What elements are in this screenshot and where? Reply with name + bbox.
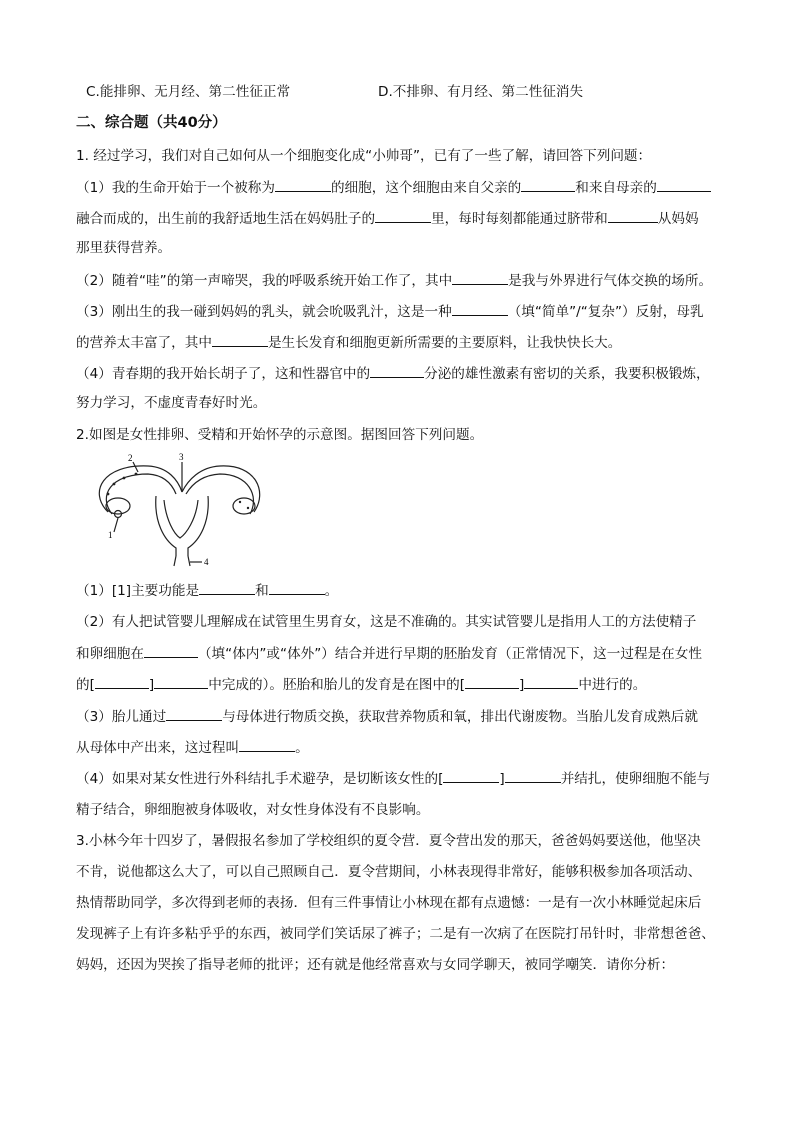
answer-blank[interactable] bbox=[166, 706, 222, 721]
answer-blank[interactable] bbox=[465, 674, 519, 689]
q3-line3: 热情帮助同学，多次得到老师的表扬．但有三件事情让小林现在都有点遗憾：一是有一次小林睡觉起床后 bbox=[76, 895, 702, 911]
q2-p3-text-b: 与母体进行物质交换，获取营养物质和氧，排出代谢废物。当胎儿发育成熟后就 bbox=[222, 709, 698, 725]
q2-part2-line2 bbox=[76, 643, 702, 664]
q2-p2-text-h: 中进行的。 bbox=[578, 677, 647, 693]
answer-blank[interactable] bbox=[212, 332, 268, 347]
q2-part2-line3 bbox=[76, 674, 646, 695]
q3-line4: 发现裤子上有许多粘乎乎的东西，被同学们笑话尿了裤子；二是有一次病了在医院打吊针时，非常想爸爸、 bbox=[76, 926, 715, 942]
q2-part1 bbox=[76, 580, 338, 601]
answer-blank[interactable] bbox=[370, 363, 424, 378]
q1-p2-text-a: （2）随着“哇”的第一声啼哭，我的呼吸系统开始工作了，其中 bbox=[76, 273, 453, 289]
diagram-label-2: 2 bbox=[128, 453, 133, 463]
q2-part3-line2 bbox=[76, 737, 309, 758]
q2-p1-text-c: 。 bbox=[324, 583, 339, 599]
answer-blank[interactable] bbox=[657, 177, 711, 192]
q1-p1-text-a: （1）我的生命开始于一个被称为 bbox=[76, 180, 275, 196]
q2-part3-line1 bbox=[76, 706, 698, 727]
q2-p2-text-d: 的[ bbox=[76, 677, 95, 693]
diagram-label-4: 4 bbox=[204, 557, 209, 567]
q1-part1-line3: 那里获得营养。 bbox=[76, 240, 172, 256]
q2-part4-line2: 精子结合，卵细胞被身体吸收，对女性身体没有不良影响。 bbox=[76, 802, 430, 818]
answer-blank[interactable] bbox=[199, 580, 255, 595]
q1-p2-text-b: 是我与外界进行气体交换的场所。 bbox=[508, 273, 713, 289]
q2-p4-text-c: 并结扎，使卵细胞不能与 bbox=[560, 771, 711, 787]
q2-part4-line1 bbox=[76, 768, 710, 789]
section-heading: 二、综合题（共40分） bbox=[76, 115, 227, 131]
q1-p4-text-a: （4）青春期的我开始长胡子了，这和性器官中的 bbox=[76, 366, 371, 382]
q1-p3-text-c: 的营养太丰富了，其中 bbox=[76, 335, 212, 351]
diagram-label-1: 1 bbox=[108, 530, 113, 540]
q3-line5: 妈妈，还因为哭挨了指导老师的批评；还有就是他经常喜欢与女同学聊天，被同学嘲笑．请你分析： bbox=[76, 957, 675, 973]
q2-p2-text-g: ] bbox=[519, 677, 525, 693]
q1-p3-text-a: （3）刚出生的我一碰到妈妈的乳头，就会吮吸乳汁，这是一种 bbox=[76, 304, 452, 320]
q1-p3-text-b: （填“简单”/“复杂”）反射，母乳 bbox=[507, 304, 704, 320]
q2-p3-text-a: （3）胎儿通过 bbox=[76, 709, 167, 725]
diagram-label-3: 3 bbox=[179, 452, 184, 462]
q1-part2 bbox=[76, 270, 712, 291]
answer-blank[interactable] bbox=[521, 177, 575, 192]
q1-stem: 1. 经过学习，我们对自己如何从一个细胞变化成“小帅哥”，已有了一些了解，请回答下列问题： bbox=[76, 148, 652, 164]
q1-p1-text-d: 融合而成的，出生前的我舒适地生活在妈妈肚子的 bbox=[76, 211, 376, 227]
answer-blank[interactable] bbox=[608, 208, 658, 223]
q2-part2-line1: （2）有人把试管婴儿理解成在试管里生男育女，这是不准确的。其实试管婴儿是指用人工的方法使精子 bbox=[76, 614, 697, 630]
female-reproductive-diagram bbox=[78, 452, 278, 568]
q1-p3-text-d: 是生长发育和细胞更新所需要的主要原料，让我快快长大。 bbox=[267, 335, 622, 351]
answer-blank[interactable] bbox=[269, 580, 325, 595]
q1-p1-text-e: 里，每时每刻都能通过脐带和 bbox=[431, 211, 608, 227]
answer-blank[interactable] bbox=[95, 674, 149, 689]
q1-part3-line2 bbox=[76, 332, 621, 353]
q1-p1-text-c: 和来自母亲的 bbox=[575, 180, 657, 196]
q2-p3-text-c: 从母体中产出来，这过程叫 bbox=[76, 740, 240, 756]
q1-part4-line1 bbox=[76, 363, 710, 384]
q3-line2: 不肯，说他都这么大了，可以自己照顾自己．夏令营期间，小林表现得非常好，能够积极参加各项活动、 bbox=[76, 864, 702, 880]
answer-blank[interactable] bbox=[375, 208, 431, 223]
option-c: C.能排卵、无月经、第二性征正常 bbox=[86, 84, 291, 100]
q1-part3-line1 bbox=[76, 301, 704, 322]
option-d: D.不排卵、有月经、第二性征消失 bbox=[378, 84, 584, 100]
answer-blank[interactable] bbox=[524, 674, 578, 689]
q2-p4-text-b: ] bbox=[499, 771, 505, 787]
q1-p1-text-f: 从妈妈 bbox=[657, 211, 699, 227]
answer-blank[interactable] bbox=[154, 674, 208, 689]
answer-blank[interactable] bbox=[452, 270, 508, 285]
q2-stem: 2.如图是女性排卵、受精和开始怀孕的示意图。据图回答下列问题。 bbox=[76, 427, 484, 443]
answer-blank[interactable] bbox=[144, 643, 198, 658]
answer-blank[interactable] bbox=[275, 177, 331, 192]
q2-p1-text-a: （1）[1]主要功能是 bbox=[76, 583, 200, 599]
q2-p4-text-a: （4）如果对某女性进行外科结扎手术避孕，是切断该女性的[ bbox=[76, 771, 444, 787]
q1-p4-text-b: 分泌的雄性激素有密切的关系，我要积极锻炼， bbox=[424, 366, 710, 382]
q2-p2-text-e: ] bbox=[148, 677, 155, 693]
q3-line1: 3.小林今年十四岁了，暑假报名参加了学校组织的夏令营．夏令营出发的那天，爸爸妈妈要送他，他坚决 bbox=[76, 833, 701, 849]
answer-blank[interactable] bbox=[443, 768, 499, 783]
answer-blank[interactable] bbox=[452, 301, 508, 316]
q1-part1-line2 bbox=[76, 208, 699, 229]
q1-p1-text-b: 的细胞，这个细胞由来自父亲的 bbox=[330, 180, 522, 196]
q2-p2-text-c: （填“体内”或“体外”）结合并进行早期的胚胎发育（正常情况下，这一过程是在女性 bbox=[197, 646, 702, 662]
q2-p1-text-b: 和 bbox=[255, 583, 269, 599]
answer-blank[interactable] bbox=[239, 737, 295, 752]
q1-part4-line2: 努力学习，不虚度青春好时光。 bbox=[76, 395, 267, 411]
q2-p2-text-b: 和卵细胞在 bbox=[76, 646, 144, 662]
q2-p3-text-d: 。 bbox=[295, 740, 309, 756]
q1-part1-line1 bbox=[76, 177, 711, 198]
q2-p2-text-f: 中完成的）。胚胎和胎儿的发育是在图中的[ bbox=[208, 677, 466, 693]
answer-blank[interactable] bbox=[505, 768, 561, 783]
